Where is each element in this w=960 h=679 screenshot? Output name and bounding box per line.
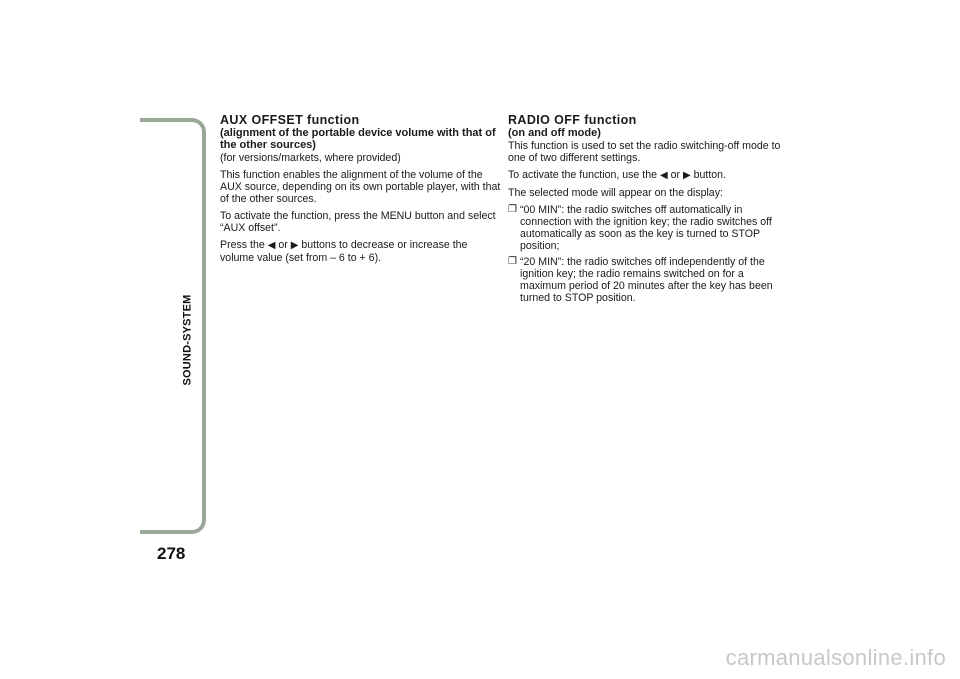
aux-offset-paragraph-3: Press the ◀ or ▶ buttons to decrease or increase the volume value (set from – 6 to + 6). xyxy=(220,239,468,264)
page-number: 278 xyxy=(157,544,186,563)
aux-offset-note: (for versions/markets, where provided) xyxy=(220,152,401,164)
list-item: ❐ “00 MIN”: the radio switches off automatically in connection with the ignition key; the radio switches off automatically as soon as the key is turned to STOP position; xyxy=(508,204,772,252)
radio-off-paragraph-3: The selected mode will appear on the display: xyxy=(508,187,723,199)
section-tab-label: SOUND-SYSTEM xyxy=(182,294,194,386)
watermark: carmanualsonline.info xyxy=(725,645,946,670)
radio-off-section xyxy=(508,114,790,308)
right-arrow-icon: ▶ xyxy=(290,240,299,251)
aux-offset-section xyxy=(220,114,502,269)
radio-off-mode-list xyxy=(508,204,790,304)
left-arrow-icon: ◀ xyxy=(659,170,668,181)
radio-off-subtitle: (on and off mode) xyxy=(508,127,601,139)
list-item: ❐ “20 MIN”: the radio switches off independently of the ignition key; the radio remains switched on for a maximum period of 20 minutes after the key has been turned to STOP position. xyxy=(508,256,773,304)
radio-off-paragraph-1: This function is used to set the radio switching-off mode to one of two different settings. xyxy=(508,140,781,164)
aux-offset-subtitle: (alignment of the portable device volume with that of the other sources) xyxy=(220,127,496,151)
right-arrow-icon: ▶ xyxy=(682,170,691,181)
aux-offset-title: AUX OFFSET function xyxy=(220,113,360,127)
aux-offset-paragraph-1: This function enables the alignment of the volume of the AUX source, depending on its own portable player, with that of the other sources. xyxy=(220,169,501,205)
radio-off-title: RADIO OFF function xyxy=(508,113,637,127)
radio-off-paragraph-2: To activate the function, use the ◀ or ▶ button. xyxy=(508,169,727,181)
left-arrow-icon: ◀ xyxy=(267,240,276,251)
aux-offset-paragraph-2: To activate the function, press the MENU button and select “AUX offset”. xyxy=(220,210,496,234)
checkbox-bullet-icon: ❐ xyxy=(508,256,517,267)
checkbox-bullet-icon: ❐ xyxy=(508,204,517,215)
